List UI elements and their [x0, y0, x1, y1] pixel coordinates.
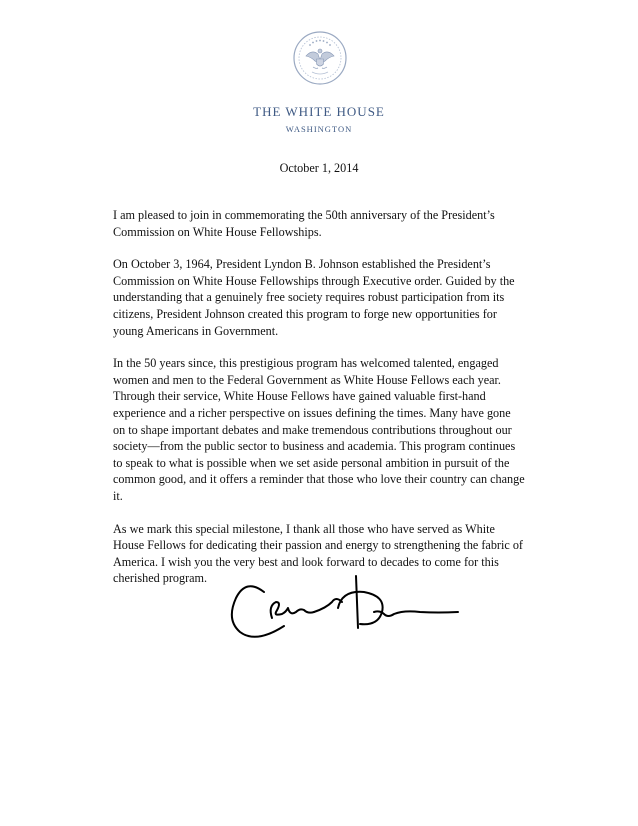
paragraph: In the 50 years since, this prestigious program has welcomed talented, engaged women and men to the Federal Government as White House Fellows each year. Through their service, White House Fellows have gained valuable first-hand experience and a richer perspective on issues defining the times. Many have gone on to shape important debates and make tremendous contributions throughout our society—from the public sector to business and academia. This program continues to speak to what is possible when we set aside personal ambition in pursuit of the common good, and it offers a reminder that those who love their country can change it. — [113, 356, 525, 503]
letter-body — [113, 207, 525, 603]
letter-date: October 1, 2014 — [279, 161, 359, 175]
presidential-seal-icon — [292, 30, 348, 86]
signature-icon — [224, 568, 464, 660]
paragraph: I am pleased to join in commemorating the 50th anniversary of the President’s Commission on White House Fellowships. — [113, 208, 495, 239]
letterhead-subtitle: WASHINGTON — [285, 124, 353, 134]
paragraph: On October 3, 1964, President Lyndon B. Johnson established the President’s Commission on White House Fellowships through Executive order. Guided by the understanding that a genuinely free society requires robust participation from its citizens, President Johnson created this program to forge new opportunities for young Americans in Government. — [113, 257, 515, 338]
letterhead-title: THE WHITE HOUSE — [253, 104, 385, 119]
paragraph: As we mark this special milestone, I thank all those who have served as White House Fellows for dedicating their passion and energy to strengthening the fabric of America. I wish you the very best and look forward to decades to come for this cherished program. — [113, 521, 523, 586]
